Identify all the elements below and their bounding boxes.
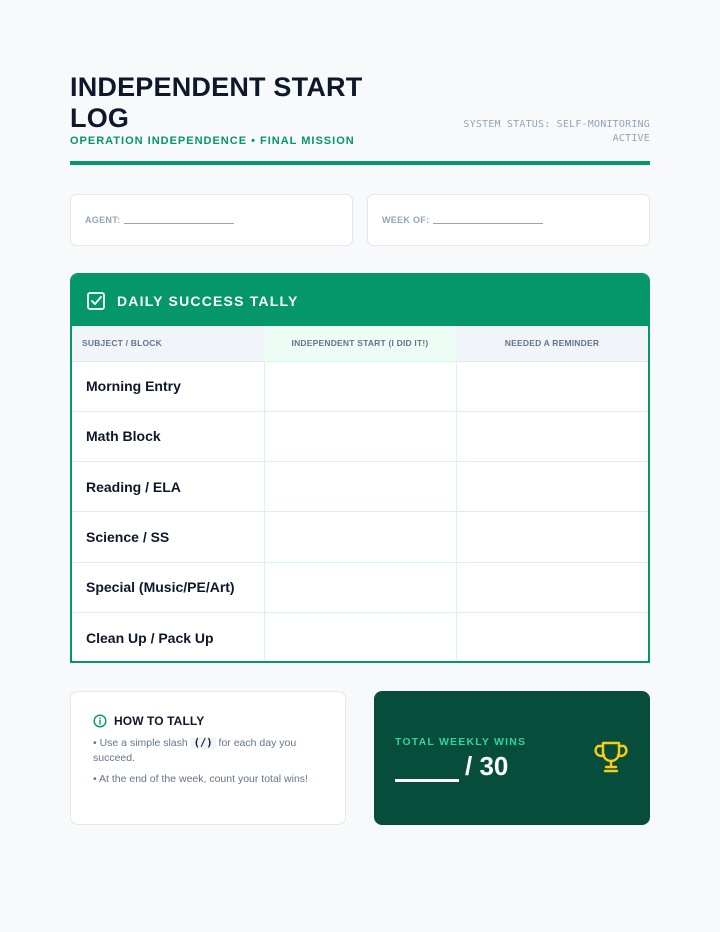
system-status: SYSTEM STATUS: SELF-MONITORING ACTIVE <box>463 119 650 144</box>
weekly-wins-card <box>374 691 650 825</box>
row-subject: Science / SS <box>72 512 264 562</box>
header <box>70 70 650 166</box>
how-to-item-text: for each day you succeed. <box>93 737 297 764</box>
table-row <box>72 612 648 662</box>
info-row <box>70 194 650 246</box>
row-subject: Clean Up / Pack Up <box>72 612 264 662</box>
reminder-tally-cell[interactable] <box>456 462 648 512</box>
how-to-header <box>93 714 323 728</box>
week-label: WEEK OF: <box>382 215 430 225</box>
tally-title: DAILY SUCCESS TALLY <box>117 292 299 309</box>
wins-blank-line[interactable] <box>395 758 459 782</box>
how-to-title: HOW TO TALLY <box>114 714 205 728</box>
tally-header <box>72 275 648 326</box>
row-subject: Special (Music/PE/Art) <box>72 562 264 612</box>
independent-tally-cell[interactable] <box>264 462 456 512</box>
reminder-tally-cell[interactable] <box>456 562 648 612</box>
checkbox-check-icon <box>86 291 106 311</box>
how-to-item <box>93 736 323 766</box>
wins-total <box>395 751 508 782</box>
info-icon <box>93 714 107 728</box>
column-header-independent: INDEPENDENT START (I DID IT!) <box>264 326 456 361</box>
tally-table <box>72 326 648 663</box>
how-to-item-text: • Use a simple slash <box>93 737 191 749</box>
reminder-tally-cell[interactable] <box>456 612 648 662</box>
table-row <box>72 562 648 612</box>
reminder-tally-cell[interactable] <box>456 411 648 461</box>
independent-tally-cell[interactable] <box>264 562 456 612</box>
trophy-icon <box>594 739 628 775</box>
independent-tally-cell[interactable] <box>264 512 456 562</box>
table-row <box>72 462 648 512</box>
table-header-row <box>72 326 648 361</box>
independent-tally-cell[interactable] <box>264 411 456 461</box>
table-row <box>72 512 648 562</box>
week-blank-line[interactable] <box>433 216 543 224</box>
slash-symbol: (/) <box>191 737 216 749</box>
row-subject: Reading / ELA <box>72 462 264 512</box>
page-subtitle: OPERATION INDEPENDENCE • FINAL MISSION <box>70 135 355 147</box>
page-title: INDEPENDENT START LOG <box>70 72 363 133</box>
row-subject: Math Block <box>72 411 264 461</box>
agent-blank-line[interactable] <box>124 216 234 224</box>
week-field[interactable] <box>367 194 650 246</box>
how-to-item: • At the end of the week, count your total wins! <box>93 773 308 785</box>
independent-tally-cell[interactable] <box>264 361 456 411</box>
agent-field[interactable] <box>70 194 353 246</box>
header-divider <box>70 161 650 165</box>
tally-table-card <box>70 273 650 663</box>
agent-label: AGENT: <box>85 215 121 225</box>
column-header-subject: SUBJECT / BLOCK <box>72 326 264 361</box>
wins-label: TOTAL WEEKLY WINS <box>395 736 527 748</box>
reminder-tally-cell[interactable] <box>456 512 648 562</box>
independent-tally-cell[interactable] <box>264 612 456 662</box>
row-subject: Morning Entry <box>72 361 264 411</box>
reminder-tally-cell[interactable] <box>456 361 648 411</box>
how-to-tally-card <box>70 691 346 825</box>
wins-max: / 30 <box>465 751 509 781</box>
column-header-reminder: NEEDED A REMINDER <box>456 326 648 361</box>
table-row <box>72 411 648 461</box>
table-row <box>72 361 648 411</box>
